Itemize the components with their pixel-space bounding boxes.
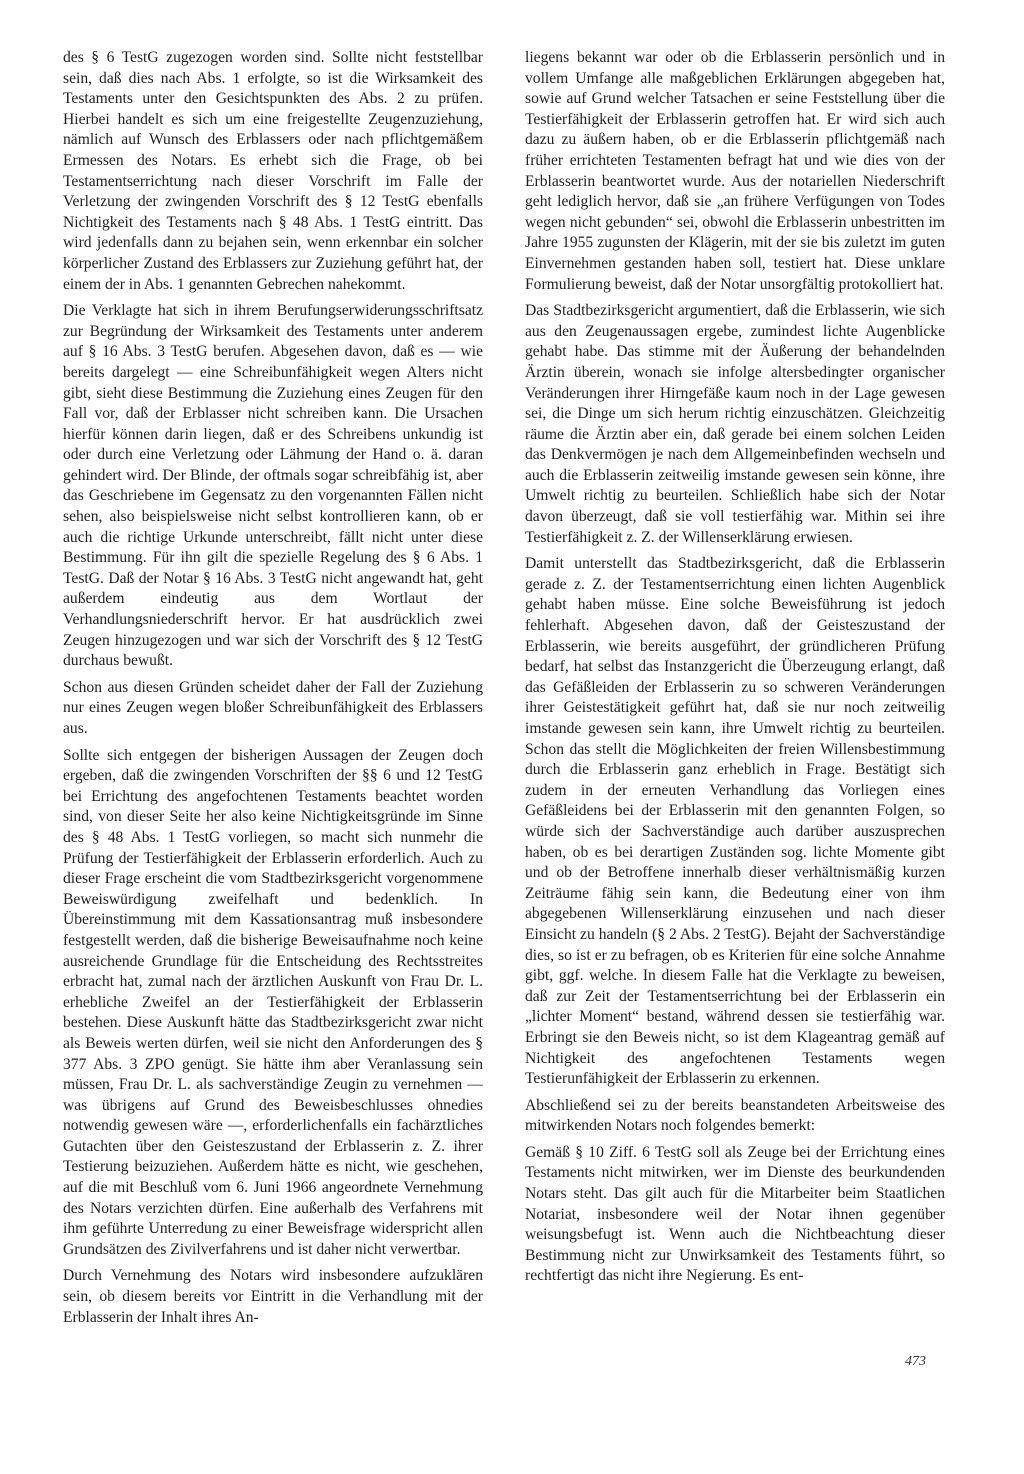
page-number: 473: [905, 1354, 926, 1369]
paragraph: Sollte sich entgegen der bisherigen Aussagen der Zeugen doch ergeben, daß die zwingenden Vorschriften der §§ 6 und 12 TestG bei Errichtung des angefochtenen Testaments beachtet worden sind, von dieser Seite her also keine Nichtigkeitsgründe im Sinne des § 48 Abs. 1 TestG vorliegen, so macht sich nunmehr die Prüfung der Testierfähigkeit der Erblasserin erforderlich. Auch zu dieser Frage erscheint die vom Stadtbezirksgericht vorgenommene Beweiswürdigung zweifelhaft und bedenklich. In Übereinstimmung mit dem Kassationsantrag muß insbesondere festgestellt werden, daß die bisherige Beweisaufnahme noch keine ausreichende Grundlage für die Entscheidung des Rechtsstreites erbracht hat, zumal nach der ärztlichen Auskunft von Frau Dr. L. erhebliche Zweifel an der Testierfähigkeit der Erblasserin bestehen. Diese Auskunft hätte das Stadtbezirksgericht zwar nicht als Beweis werten dürfen, weil sie nicht den Anforderungen des § 377 Abs. 3 ZPO genügt. Sie hätte ihm aber Veranlassung sein müssen, Frau Dr. L. als sachverständige Zeugin zu vernehmen — was übrigens auf Grund des Beweisbeschlusses ohnedies notwendig gewesen wäre —, erforderlichenfalls ein fachärztliches Gutachten über den Geisteszustand der Erblasserin z. Z. ihrer Testierung beizuziehen. Außerdem hätte es nicht, wie geschehen, auf die mit Beschluß vom 6. Juni 1966 angeordnete Vernehmung des Notars verzichten dürfen. Eine außerhalb des Verfahrens mit ihm geführte Unterredung zu einer Beweisfrage widerspricht allen Grundsätzen des Zivilverfahrens und ist daher nicht verwertbar.: [63, 746, 483, 1258]
paragraph: Durch Vernehmung des Notars wird insbesondere aufzuklären sein, ob diesem bereits vor Eintritt in die Verhandlung mit der Erblasserin der Inhalt ihres An-: [63, 1267, 483, 1326]
paragraph: Das Stadtbezirksgericht argumentiert, daß die Erblasserin, wie sich aus den Zeugenaussagen ergebe, zumindest lichte Augenblicke gehabt habe. Das stimme mit der Äußerung der behandelnden Ärztin überein, wonach sie infolge altersbedingter organischer Veränderungen ihrer Hirngefäße kaum noch in der Lage gewesen sei, die Dinge um sich herum richtig einzuschätzen. Gleichzeitig räume die Ärztin aber ein, daß gerade bei einem solchen Leiden das Denkvermögen je nach dem Allgemeinbefinden wechseln und auch die Erblasserin zeitweilig imstande gewesen sein könne, ihre Umwelt richtig zu beurteilen. Schließlich habe sich der Notar davon überzeugt, daß sie voll testierfähig war. Mithin sei ihre Testierfähigkeit z. Z. der Willenserklärung erwiesen.: [525, 302, 945, 546]
paragraph: Die Verklagte hat sich in ihrem Berufungserwiderungsschriftsatz zur Begründung der Wirksamkeit des Testaments unter anderem auf § 16 Abs. 3 TestG berufen. Abgesehen davon, daß es — wie bereits dargelegt — eine Schreibunfähigkeit wegen Alters nicht gibt, sieht diese Bestimmung die Zuziehung eines Zeugen für den Fall vor, daß der Erblasser nicht schreiben kann. Die Ursachen hierfür können darin liegen, daß er des Schreibens unkundig ist oder durch eine Verletzung oder Lähmung der Hand o. ä. daran gehindert wird. Der Blinde, der oftmals sogar schreibfähig ist, aber das Geschriebene im Gegensatz zu den vorgenannten Fällen nicht sehen, also beispielsweise nicht selbst kontrollieren kann, ob er auch die richtige Urkunde unterschreibt, fällt nicht unter diese Bestimmung. Für ihn gilt die spezielle Regelung des § 6 Abs. 1 TestG. Daß der Notar § 16 Abs. 3 TestG nicht angewandt hat, geht außerdem eindeutig aus dem Wortlaut der Verhandlungsniederschrift hervor. Er hat ausdrücklich zwei Zeugen hinzugezogen und war sich der Vorschrift des § 12 TestG durchaus bewußt.: [63, 302, 483, 670]
left-text-column: [63, 48, 483, 1334]
paragraph: Schon aus diesen Gründen scheidet daher der Fall der Zuziehung nur eines Zeugen wegen bloßer Schreibunfähigkeit des Erblassers aus.: [63, 678, 483, 737]
right-text-column: [525, 48, 945, 1293]
paragraph: Abschließend sei zu der bereits beanstandeten Arbeitsweise des mitwirkenden Notars noch folgendes bemerkt:: [525, 1096, 945, 1135]
paragraph: Damit unterstellt das Stadtbezirksgericht, daß die Erblasserin gerade z. Z. der Testamentserrichtung einen lichten Augenblick gehabt haben müsse. Eine solche Beweisführung ist jedoch fehlerhaft. Abgesehen davon, daß der Geisteszustand der Erblasserin, wie bereits ausgeführt, der gründlicheren Prüfung bedarf, hat selbst das Instanzgericht die Überzeugung erlangt, daß das Gefäßleiden der Erblasserin zu so schweren Veränderungen ihrer Geistestätigkeit geführt hat, daß sie nur noch zeitweilig imstande gewesen sein kann, ihre Umwelt richtig zu beurteilen. Schon das stellt die Möglichkeiten der freien Willensbestimmung durch die Erblasserin ganz erheblich in Frage. Bestätigt sich zudem in der erneuten Verhandlung das Vorliegen eines Gefäßleidens bei der Erblasserin mit den genannten Folgen, so würde sich der Sachverständige auch darüber auszusprechen haben, ob es bei derartigen Zuständen sog. lichte Momente gibt und ob der Betroffene innerhalb dieser verhältnismäßig kurzen Zeiträume fähig sein kann, die Bedeutung einer von ihm abgegebenen Willenserklärung einzusehen und nach dieser Einsicht zu handeln (§ 2 Abs. 2 TestG). Bejaht der Sachverständige dies, so ist er zu befragen, ob es Kriterien für eine solche Annahme gibt, ggf. welche. In diesem Falle hat die Verklagte zu beweisen, daß zur Zeit der Testamentserrichtung bei der Erblasserin ein „lichter Moment“ bestand, während dessen sie testierfähig war. Erbringt sie den Beweis nicht, so ist dem Klageantrag gemäß auf Nichtigkeit des angefochtenen Testaments wegen Testierunfähigkeit der Erblasserin zu erkennen.: [525, 555, 945, 1088]
paragraph: des § 6 TestG zugezogen worden sind. Sollte nicht feststellbar sein, daß dies nach Abs. 1 erfolgte, so ist die Wirksamkeit des Testaments unter den Gesichtspunkten des Abs. 2 zu prüfen. Hierbei handelt es sich um eine freigestellte Zeugenzuziehung, nämlich auf Wunsch des Erblassers oder nach pflichtgemäßem Ermessen des Notars. Es erhebt sich die Frage, ob bei Testamentserrichtung nach dieser Vorschrift im Falle der Verletzung der zwingenden Vorschrift des § 12 TestG ebenfalls Nichtigkeit des Testaments nach § 48 Abs. 1 TestG eintritt. Das wird jedenfalls dann zu bejahen sein, wenn erkennbar ein solcher körperlicher Zustand des Erblassers zur Zuziehung geführt hat, der einem der in Abs. 1 genannten Gebrechen nahekommt.: [63, 49, 483, 293]
paragraph: liegens bekannt war oder ob die Erblasserin persönlich und in vollem Umfange alle maßgeblichen Erklärungen abgegeben hat, sowie auf Grund welcher Tatsachen er seine Feststellung über die Testierfähigkeit der Erblasserin getroffen hat. Er wird sich auch dazu zu äußern haben, ob er die Erblasserin pflichtgemäß nach früher errichteten Testamenten befragt hat und wie dies von der Erblasserin beantwortet wurde. Aus der notariellen Niederschrift geht lediglich hervor, daß sie „an frühere Verfügungen von Todes wegen nicht gebunden“ sei, obwohl die Erblasserin unbestritten im Jahre 1955 zugunsten der Klägerin, mit der sie bis zuletzt im guten Einvernehmen gestanden haben soll, testiert hat. Diese unklare Formulierung beweist, daß der Notar unsorgfältig protokolliert hat.: [525, 49, 945, 293]
paragraph: Gemäß § 10 Ziff. 6 TestG soll als Zeuge bei der Errichtung eines Testaments nicht mitwirken, wer im Dienste des beurkundenden Notars steht. Das gilt auch für die Mitarbeiter beim Staatlichen Notariat, insbesondere weil der Notar ihnen gegenüber weisungsbefugt ist. Wenn auch die Nichtbeachtung dieser Bestimmung nicht zur Unwirksamkeit des Testaments führt, so rechtfertigt das nicht ihre Negierung. Es ent-: [525, 1143, 945, 1285]
